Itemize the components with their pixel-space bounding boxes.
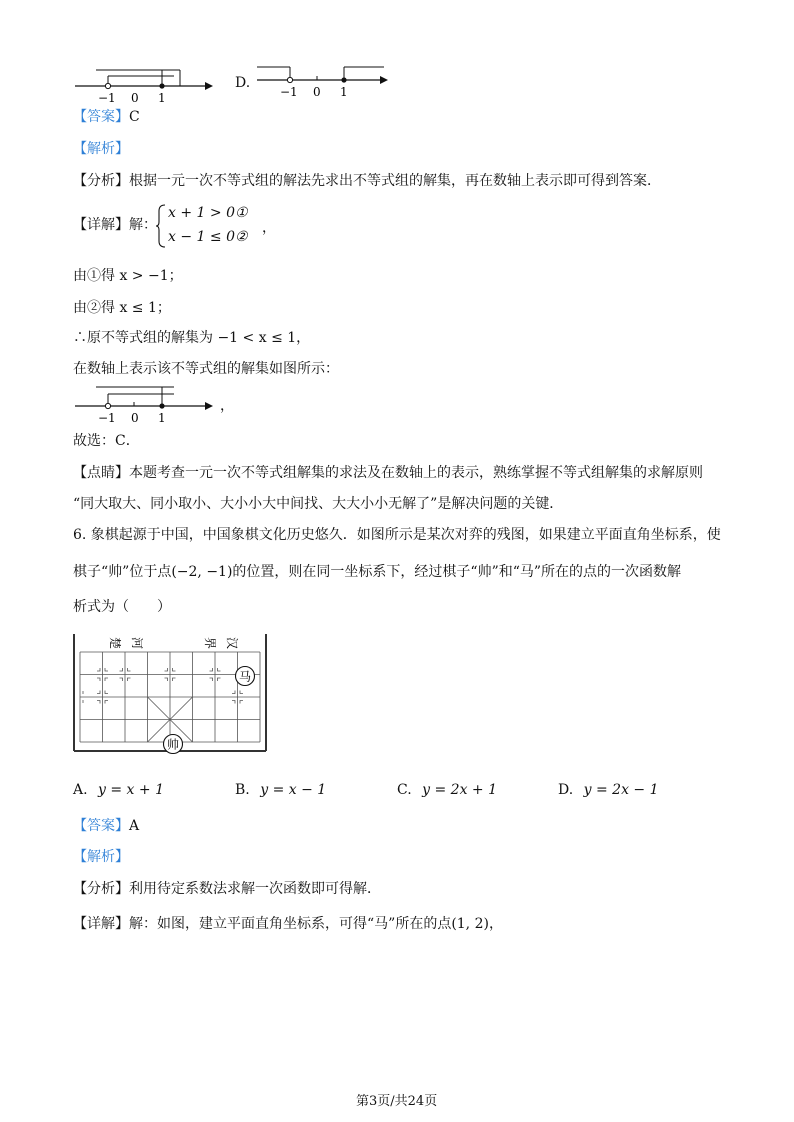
option-d-label: D. [235,75,251,91]
answer-value: A [129,818,140,834]
q6-line-2: 棋子“帅”位于点(−2, −1)的位置，则在同一坐标系下，经过棋子“帅”和“马”所在的点的一次函数解 [73,564,682,580]
q6-line-1: 6. 象棋起源于中国，中国象棋文化历史悠久．如图所示是某次对弈的残图，如果建立平面直角坐标系，使 [73,527,721,543]
detail-tag: 【详解】 [73,217,129,233]
detail-line [73,215,157,235]
piece-shuai-label: 帅 [167,737,180,752]
system-brace [155,203,167,249]
fenxi-text: 根据一元一次不等式组的解法先求出不等式组的解集，再在数轴上表示即可得到答案． [129,173,661,189]
fenxi-text: 利用待定系数法求解一次函数即可得解． [129,881,381,897]
system-comma: ， [262,220,276,236]
fenxi-line [73,171,661,191]
q6-answer-line [73,816,139,836]
option-text: y = x + 1 [98,782,164,798]
chess-board-diagram [70,628,270,763]
tick-label: 1 [158,91,166,105]
piece-ma-label: 马 [239,669,252,684]
page-footer: 第3页/共24页 [356,1094,438,1109]
board-label: 汉 [225,637,239,650]
comment-line-2: “同大取大、同小取小、大小小大中间找、大大小小无解了”是解决问题的关键． [73,496,564,512]
piece-ma [236,667,255,686]
tick-label: −1 [280,85,298,99]
tick-label: −1 [98,411,116,425]
option-a[interactable] [73,780,164,800]
inequality-2: x − 1 ≤ 0② [168,229,248,245]
answer-tag: 【答案】 [73,818,129,834]
choose-line: 故选：C． [73,433,140,449]
tick-label: −1 [98,91,116,105]
tick-label: 1 [340,85,348,99]
step-4: 在数轴上表示该不等式组的解集如图所示： [73,361,339,377]
number-line-solution [70,380,215,425]
option-d[interactable] [558,780,659,800]
board-label: 楚 [108,637,122,650]
option-label: D. [558,782,574,798]
analysis-tag: 【解析】 [73,141,129,157]
tick-label: 0 [131,411,139,425]
fenxi-tag: 【分析】 [73,173,129,189]
board-label: 界 [203,637,217,650]
step-3: ∴原不等式组的解集为 −1 < x ≤ 1， [73,330,311,346]
answer-tag: 【答案】 [73,109,129,125]
option-b[interactable] [235,780,326,800]
board-label: 河 [130,637,144,650]
comment-text-1: 本题考查一元一次不等式组解集的求法及在数轴上的表示，熟练掌握不等式组解集的求解原则 [129,465,703,481]
step-1: 由①得 x > −1； [73,268,183,284]
answer-line [73,107,140,127]
detail-prefix: 解： [129,217,157,233]
option-label: A. [73,782,88,798]
step-2: 由②得 x ≤ 1； [73,300,171,316]
detail-text: 解：如图，建立平面直角坐标系，可得“马”所在的点(1, 2)， [129,916,503,932]
tick-label: 0 [131,91,139,105]
detail-tag: 【详解】 [73,916,129,932]
piece-shuai [164,735,183,754]
comment-line-1 [73,463,703,483]
option-text: y = 2x − 1 [583,782,659,798]
number-line-option-d [252,60,392,105]
option-label: B. [235,782,250,798]
inequality-1: x + 1 > 0① [168,205,248,221]
q6-analysis-tag: 【解析】 [73,849,129,865]
q6-detail-line [73,914,503,934]
option-label: C. [397,782,412,798]
tick-label: 1 [158,411,166,425]
option-c[interactable] [397,780,497,800]
q6-fenxi-line [73,879,381,899]
tick-label: 0 [313,85,321,99]
q6-line-3: 析式为（ ） [73,599,171,615]
comment-tag: 【点睛】 [73,465,129,481]
fenxi-tag: 【分析】 [73,881,129,897]
option-text: y = 2x + 1 [422,782,498,798]
number-line-comma: ， [220,398,234,414]
answer-value: C [129,109,140,125]
number-line-option-c [70,60,215,105]
option-text: y = x − 1 [260,782,327,798]
